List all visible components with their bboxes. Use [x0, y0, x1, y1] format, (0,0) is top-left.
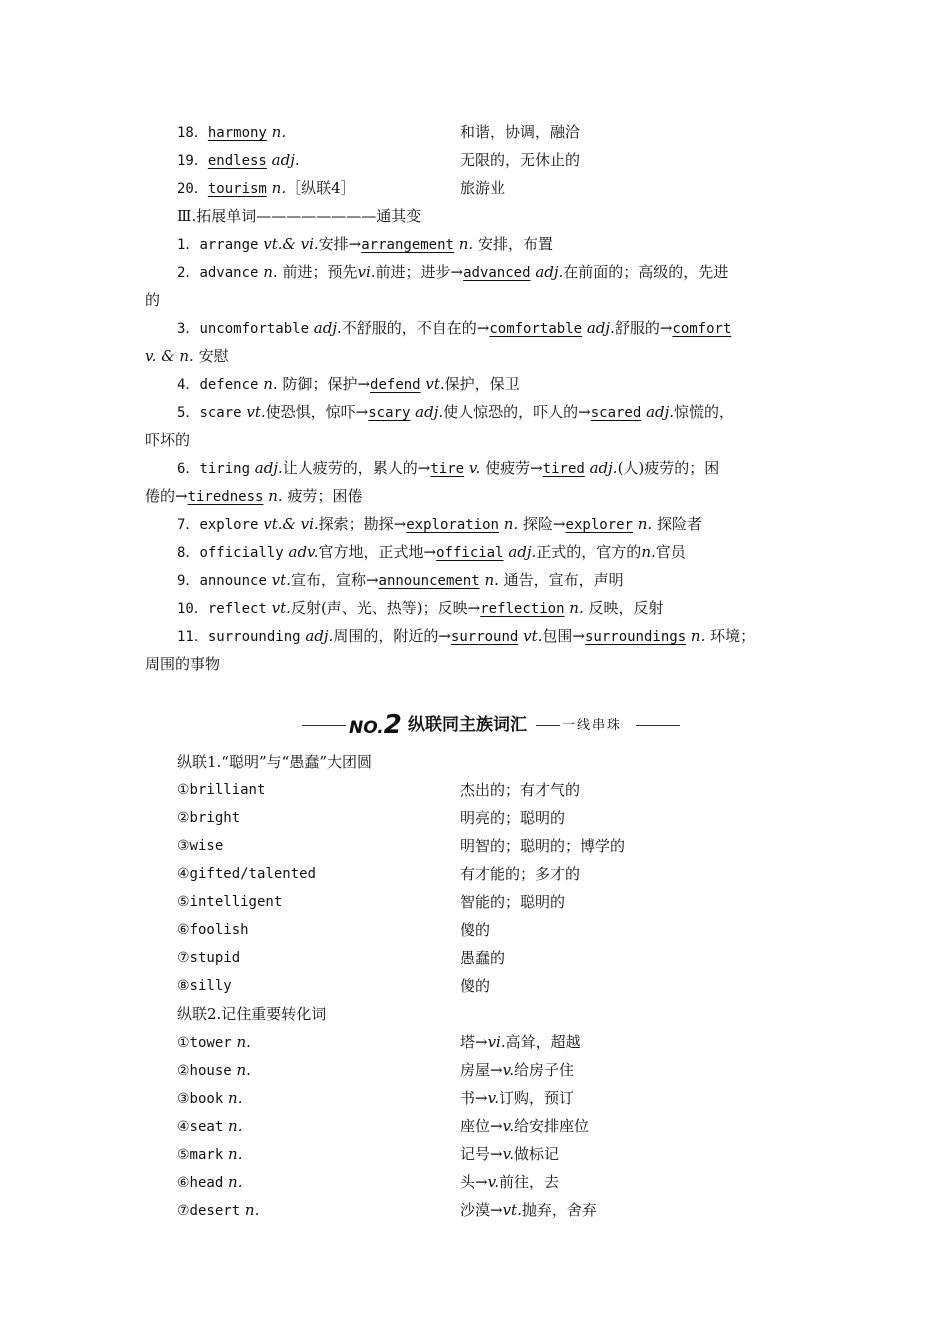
item-number: 4． [177, 377, 200, 393]
chinese-meaning: 头→ [460, 1173, 488, 1191]
meaning: 使恐惧，惊吓→ [265, 403, 369, 421]
expand-item [177, 456, 719, 481]
chinese-meaning: 给安排座位 [514, 1117, 590, 1135]
section-subtitle: 一线串珠 [562, 718, 623, 733]
expand-item [177, 568, 624, 593]
meaning: 前进；进步→ [375, 263, 464, 281]
english-word: ②bright [177, 810, 241, 826]
synonym-row [0, 778, 950, 802]
meaning: 环境； [710, 627, 756, 645]
group-heading: 纵联2.记住重要转化词 [177, 1005, 327, 1023]
conversion-row [0, 1086, 950, 1110]
answer-word: official [436, 545, 504, 561]
part-of-speech: vt. [271, 571, 291, 589]
part-of-speech: n. [484, 571, 499, 589]
synonym-row [0, 918, 950, 942]
part-of-speech: n. [236, 1033, 251, 1051]
part-of-speech: v. [487, 1173, 500, 1191]
meaning: 包围→ [542, 627, 585, 645]
part-of-speech: n. [244, 1201, 260, 1219]
title-rule-right [636, 725, 680, 726]
answer-word: announcement [378, 573, 480, 589]
conversion-row [0, 1058, 950, 1082]
expand-item [177, 316, 731, 341]
english-word: ⑦desert [177, 1203, 241, 1219]
meaning: 安排→ [318, 235, 362, 253]
english-word: ③wise [177, 838, 224, 854]
chinese-meaning: 做标记 [514, 1145, 560, 1163]
part-of-speech: n. [236, 1061, 251, 1079]
english-word: ⑥foolish [177, 922, 249, 938]
vocab-meaning: 和谐，协调，融洽 [460, 123, 581, 141]
part-of-speech: adj. [415, 403, 444, 421]
synonym-row [0, 834, 950, 858]
meaning: 周围的，附近的→ [333, 627, 451, 645]
expand-item [177, 540, 686, 565]
part-of-speech: n. [569, 599, 584, 617]
answer-word: surround [450, 629, 519, 645]
answer-word: tiredness [187, 489, 264, 505]
chinese-meaning: 愚蠢的 [460, 949, 506, 967]
part-of-speech: vt. [271, 599, 291, 617]
synonym-row [0, 946, 950, 970]
item-number: 20． [177, 181, 208, 197]
part-of-speech: adj. [586, 319, 615, 337]
english-word: ①tower [177, 1035, 232, 1051]
base-word: defence [199, 377, 259, 393]
part-of-speech: n. [228, 1089, 243, 1107]
chinese-meaning: 塔→ [460, 1033, 488, 1051]
item-number: 7． [177, 517, 200, 533]
base-word: explore [199, 517, 259, 533]
chinese-meaning: 明亮的；聪明的 [460, 809, 566, 827]
meaning: 在前面的；高级的，先进 [563, 263, 729, 281]
english-word: ⑥head [177, 1175, 224, 1191]
english-word: ④seat [177, 1119, 224, 1135]
meaning: 防御；保护→ [282, 375, 371, 393]
item-number: 3． [177, 321, 200, 337]
chinese-meaning: 杰出的；有才气的 [460, 781, 581, 799]
chinese-meaning: 明智的；聪明的；博学的 [460, 837, 626, 855]
part-of-speech: adj. [508, 543, 537, 561]
chinese-meaning: 傻的 [460, 977, 491, 995]
chinese-meaning: 智能的；聪明的 [460, 893, 566, 911]
part-of-speech: adj. [305, 627, 334, 645]
part-of-speech: n. [263, 375, 278, 393]
section-number-digit: 2 [383, 710, 402, 740]
part-of-speech: v. [502, 1061, 515, 1079]
part-of-speech: vt.& vi. [263, 515, 319, 533]
expand-item [177, 624, 755, 649]
answer-word: scared [590, 405, 642, 421]
wrapped-text: 吓坏的 [145, 431, 191, 449]
section-title [0, 710, 950, 740]
section-main-title: 纵联同主族词汇 [408, 715, 527, 735]
part-of-speech: adj. [589, 459, 618, 477]
part-of-speech: vt. [502, 1201, 522, 1219]
meaning: 探索；勘探→ [318, 515, 407, 533]
part-of-speech: adj. [313, 319, 342, 337]
synonym-row [0, 806, 950, 830]
part-of-speech: n. [641, 543, 656, 561]
base-word: advance [199, 265, 259, 281]
meaning: 通告，宣布，声明 [503, 571, 624, 589]
english-word: ⑦stupid [177, 950, 241, 966]
answer-word: explorer [565, 517, 633, 533]
base-word: uncomfortable [199, 321, 310, 337]
answer-word: comfort [672, 321, 732, 337]
synonym-row [0, 890, 950, 914]
meaning: 倦的→ [145, 487, 188, 505]
item-number: 2． [177, 265, 200, 281]
answer-word: surroundings [584, 629, 687, 645]
conversion-row [0, 1030, 950, 1054]
base-word: scare [199, 405, 242, 421]
part-of-speech: adj. [646, 403, 675, 421]
chinese-meaning: 房屋→ [460, 1061, 503, 1079]
title-rule-left [302, 725, 346, 726]
part-of-speech: vt. [523, 627, 543, 645]
part-of-speech: adv. [288, 543, 319, 561]
conversion-row [0, 1170, 950, 1194]
chinese-meaning: 傻的 [460, 921, 491, 939]
answer-word: scary [368, 405, 411, 421]
part-of-speech: vt. [425, 375, 445, 393]
part-of-speech: v. & n. [145, 347, 194, 365]
answer-word: advanced [463, 265, 531, 281]
base-word: announce [199, 573, 267, 589]
wrapped-text [145, 484, 362, 509]
item-number: 18． [177, 125, 208, 141]
meaning: 安慰 [198, 347, 229, 365]
part-of-speech: v. [468, 459, 481, 477]
meaning: 探险者 [656, 515, 702, 533]
answer-word: defend [370, 377, 421, 393]
english-word: ④gifted/talented [177, 866, 316, 882]
meaning: 惊慌的， [674, 403, 735, 421]
meaning: 宣布，宣称→ [290, 571, 379, 589]
expand-item [177, 260, 728, 285]
chinese-meaning: 记号→ [460, 1145, 503, 1163]
item-number: 8． [177, 545, 200, 561]
part-of-speech: adj. [254, 459, 283, 477]
synonym-row [0, 862, 950, 886]
base-word: arrange [199, 237, 259, 253]
part-of-speech: n. [228, 1173, 243, 1191]
meaning: 探险→ [522, 515, 566, 533]
conversion-row [0, 1142, 950, 1166]
english-word: ⑤intelligent [177, 894, 283, 910]
item-number: 9． [177, 573, 200, 589]
part-of-speech: n. [228, 1145, 243, 1163]
part-of-speech: n. [271, 179, 287, 197]
vocab-word: harmony [207, 125, 267, 141]
item-number: 6． [177, 461, 200, 477]
chinese-meaning: 书→ [460, 1089, 488, 1107]
chinese-meaning: 座位→ [460, 1117, 503, 1135]
part-of-speech: n. [271, 123, 287, 141]
item-number: 1． [177, 237, 200, 253]
part-of-speech: adj. [535, 263, 564, 281]
expand-item [177, 372, 520, 397]
chinese-meaning: 前往，去 [499, 1173, 560, 1191]
item-number: 5． [177, 405, 200, 421]
meaning: 官方地，正式地→ [318, 543, 437, 561]
english-word: ②house [177, 1063, 232, 1079]
meaning: 疲劳；困倦 [287, 487, 363, 505]
expand-item [177, 596, 664, 621]
wrapped-text: 的 [145, 291, 161, 309]
meaning: 保护，保卫 [444, 375, 520, 393]
english-word: ⑤mark [177, 1147, 224, 1163]
meaning: 前进；预先 [282, 263, 358, 281]
answer-word: tired [542, 461, 585, 477]
answer-word: tire [430, 461, 465, 477]
part-of-speech: v. [487, 1089, 500, 1107]
english-word: ①brilliant [177, 782, 266, 798]
vocab-row [0, 176, 950, 200]
meaning: 反映，反射 [588, 599, 664, 617]
part-of-speech: vi. [487, 1033, 506, 1051]
meaning: 让人疲劳的，累人的→ [282, 459, 431, 477]
answer-word: reflection [480, 601, 565, 617]
chinese-meaning: 给房子住 [514, 1061, 575, 1079]
part-of-speech: vt.& vi. [263, 235, 319, 253]
section-heading: Ⅲ.拓展单词————————通其变 [177, 207, 422, 225]
synonym-row [0, 974, 950, 998]
meaning: 使疲劳→ [485, 459, 543, 477]
meaning: 官员 [655, 543, 686, 561]
conversion-row [0, 1114, 950, 1138]
part-of-speech: n. [637, 515, 653, 533]
chinese-meaning: 沙漠→ [460, 1201, 503, 1219]
part-of-speech: n. [690, 627, 706, 645]
meaning: 不舒服的，不自在的→ [341, 319, 490, 337]
section-number-prefix: NO. [349, 718, 384, 738]
item-number: 11． [177, 629, 208, 645]
meaning: (人)疲劳的；困 [617, 459, 720, 477]
base-word: tiring [199, 461, 251, 477]
part-of-speech: n. [263, 263, 278, 281]
wrapped-text: 周围的事物 [145, 655, 221, 673]
answer-word: comfortable [489, 321, 583, 337]
answer-word: exploration [406, 517, 499, 533]
chinese-meaning: 有才能的；多才的 [460, 865, 581, 883]
conversion-row [0, 1198, 950, 1222]
meaning: 安排，布置 [477, 235, 553, 253]
group-heading: 纵联1.“聪明”与“愚蠢”大团圆 [177, 753, 372, 771]
title-rule-mid [536, 725, 560, 726]
vocab-meaning: 无限的，无休止的 [460, 151, 581, 169]
meaning: 反射(声、光、热等)；反映→ [290, 599, 481, 617]
vocab-meaning: 旅游业 [460, 179, 506, 197]
answer-word: arrangement [361, 237, 454, 253]
cross-reference: ［纵联4］ [286, 179, 356, 197]
meaning: 正式的，官方的 [536, 543, 642, 561]
base-word: officially [199, 545, 284, 561]
vocab-row [0, 148, 950, 172]
chinese-meaning: 高耸，超越 [505, 1033, 581, 1051]
chinese-meaning: 订购，预订 [499, 1089, 575, 1107]
vocab-word: endless [207, 153, 267, 169]
expand-item [177, 400, 734, 425]
vocab-row [0, 120, 950, 144]
part-of-speech: v. [502, 1145, 515, 1163]
part-of-speech: n. [228, 1117, 243, 1135]
base-word: reflect [207, 601, 267, 617]
expand-item [177, 232, 553, 257]
english-word: ⑧silly [177, 978, 232, 994]
wrapped-text [145, 344, 229, 368]
meaning: 舒服的→ [614, 319, 673, 337]
expand-item [177, 512, 702, 537]
vocab-word: tourism [207, 181, 267, 197]
meaning: 使人惊恐的，吓人的→ [443, 403, 591, 421]
part-of-speech: adj. [271, 151, 300, 169]
part-of-speech: n. [458, 235, 474, 253]
part-of-speech: v. [502, 1117, 515, 1135]
base-word: surrounding [207, 629, 301, 645]
english-word: ③book [177, 1091, 224, 1107]
item-number: 19． [177, 153, 208, 169]
section-number [349, 710, 402, 740]
chinese-meaning: 抛弃，舍弃 [521, 1201, 597, 1219]
item-number: 10． [177, 601, 208, 617]
part-of-speech: vt. [246, 403, 266, 421]
part-of-speech: n. [503, 515, 519, 533]
part-of-speech: n. [268, 487, 283, 505]
part-of-speech: vi. [357, 263, 376, 281]
